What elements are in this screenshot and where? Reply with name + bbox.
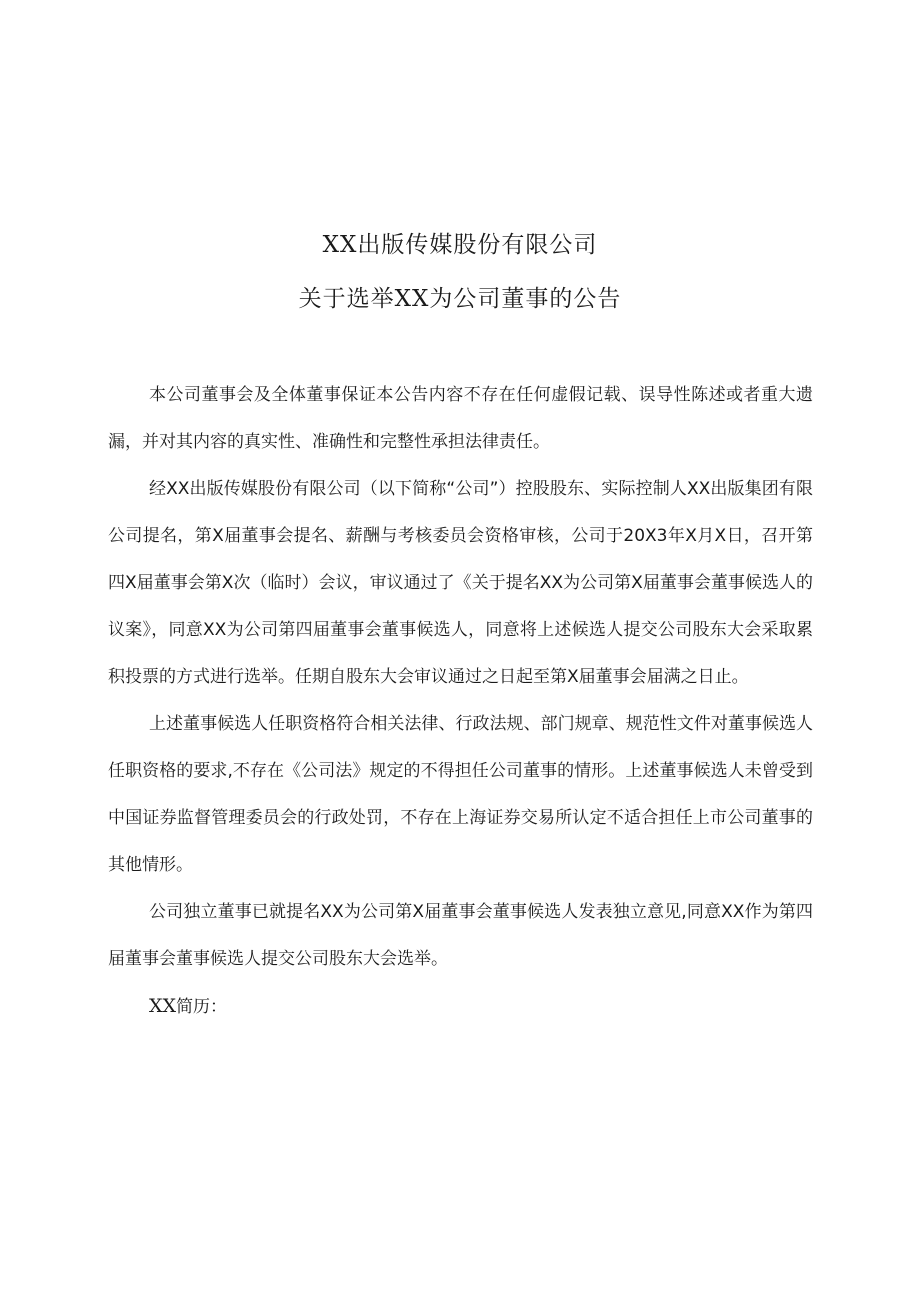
paragraph-independent-opinion: 公司独立董事已就提名XX为公司第X届董事会董事候选人发表独立意见,同意XX作为第四届董事会董事候选人提交公司股东大会选举。 [108, 902, 813, 969]
resume-name: XX [149, 995, 177, 1017]
document-title-announcement: 关于选举XX为公司董事的公告 [298, 286, 622, 312]
paragraph-qualification: 上述董事候选人任职资格符合相关法律、行政法规、部门规章、规范性文件对董事候选人任职资格的要求,不存在《公司法》规定的不得担任公司董事的情形。上述董事候选人未曾受到中国证券监督管理委员会的行政处罚，不存在上海证券交易所认定不适合担任上市公司董事的其他情形。 [108, 714, 813, 875]
document-title-company: XX出版传媒股份有限公司 [322, 232, 598, 258]
paragraph-disclaimer: 本公司董事会及全体董事保证本公告内容不存在任何虚假记载、误导性陈述或者重大遗漏，并对其内容的真实性、准确性和完整性承担法律责任。 [108, 385, 813, 452]
paragraph-nomination: 经XX出版传媒股份有限公司（以下简称“公司”）控股股东、实际控制人XX出版集团有限公司提名，第X届董事会提名、薪酬与考核委员会资格审核，公司于20X3年X月X日，召开第四X届董事会第X次（临时）会议，审议通过了《关于提名XX为公司第X届董事会董事候选人的议案》，同意XX为公司第四届董事会董事候选人，同意将上述候选人提交公司股东大会采取累积投票的方式进行选举。任期自股东大会审议通过之日起至第X届董事会届满之日止。 [108, 479, 813, 687]
resume-label: 简历： [176, 997, 228, 1017]
document-body [108, 372, 813, 1031]
resume-heading [108, 983, 813, 1031]
